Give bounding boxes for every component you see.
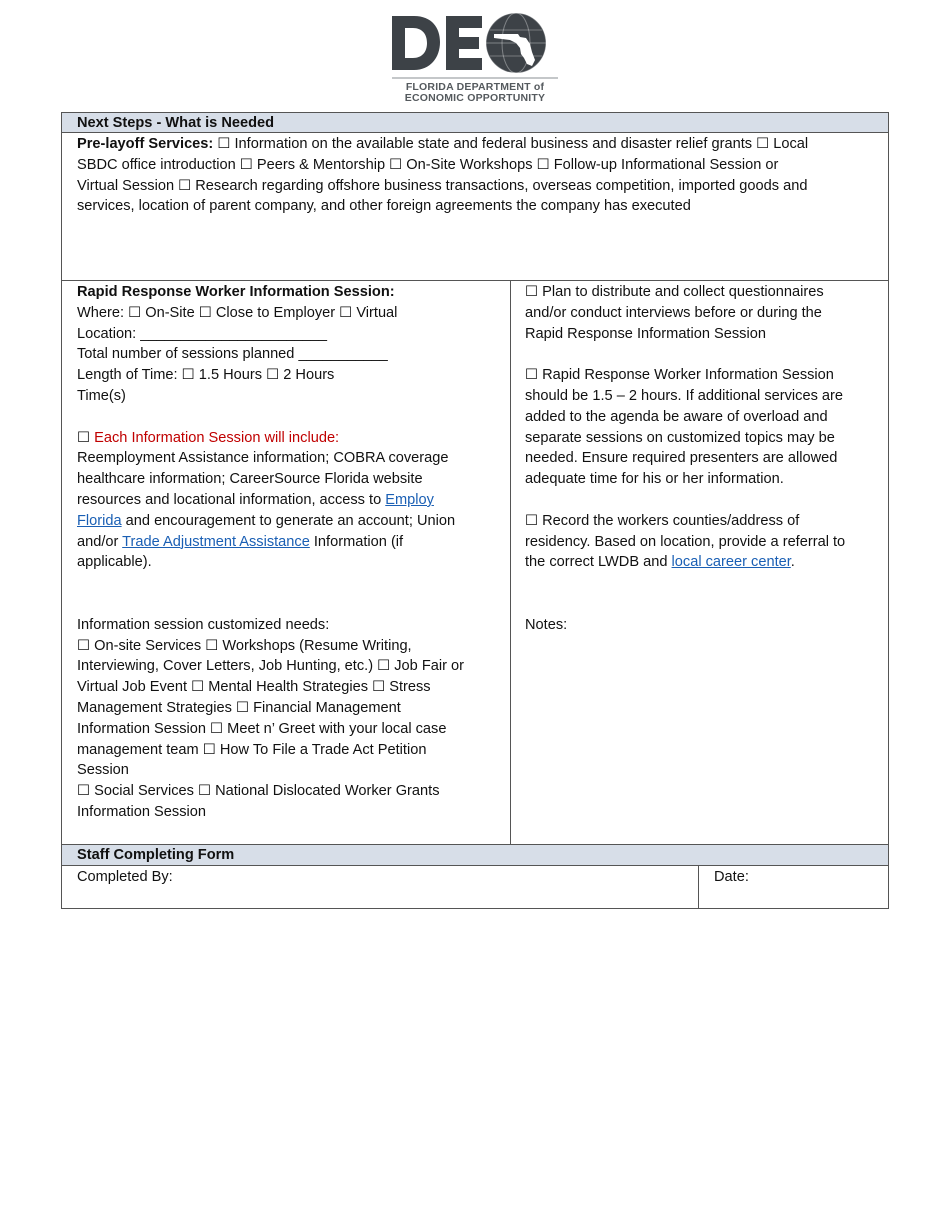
custom-needs-line-4[interactable]: Management Strategies ☐ Financial Management [77, 699, 401, 716]
staff-header: Staff Completing Form [61, 845, 889, 866]
plan-checkbox-line[interactable]: ☐ Plan to distribute and collect questionnaires [525, 284, 824, 300]
include-text-6: applicable). [77, 554, 152, 571]
pre-layoff-label: Pre-layoff Services: [77, 136, 214, 152]
plan-text-3: Rapid Response Information Session [525, 325, 766, 342]
custom-needs-line-7: Session [77, 762, 129, 779]
duration-text-4: separate sessions on customized topics may be [525, 429, 835, 446]
custom-needs-line-2[interactable]: Interviewing, Cover Letters, Job Hunting, etc.) ☐ Job Fair or [77, 658, 465, 675]
include-checkbox-line[interactable] [77, 428, 496, 449]
plan-text-2: and/or conduct interviews before or during the [525, 304, 822, 321]
length-of-time-options[interactable]: Length of Time: ☐ 1.5 Hours ☐ 2 Hours [77, 367, 335, 384]
completed-by-field[interactable]: Completed By: [62, 866, 699, 908]
location-field[interactable]: Location: _______________________ [77, 325, 327, 342]
duration-text-2: should be 1.5 – 2 hours. If additional services are [525, 387, 844, 404]
next-steps-header: Next Steps - What is Needed [61, 112, 889, 133]
custom-needs-line-8[interactable]: ☐ Social Services ☐ National Dislocated Worker Grants [77, 783, 440, 800]
logo-line-1: FLORIDA DEPARTMENT of [405, 81, 545, 93]
deo-logo-mark [390, 8, 560, 82]
include-label: Each Information Session will include: [94, 429, 340, 446]
info-session-grid [61, 281, 889, 845]
sessions-planned-field[interactable]: Total number of sessions planned ___________ [77, 346, 388, 363]
notes-label[interactable]: Notes: [525, 616, 568, 633]
local-career-center-link[interactable]: local career center [671, 554, 791, 571]
where-options[interactable]: Where: ☐ On-Site ☐ Close to Employer ☐ Virtual [77, 304, 398, 321]
pre-layoff-line-1 [77, 134, 873, 155]
trade-adjustment-assistance-link[interactable]: Trade Adjustment Assistance [122, 533, 310, 550]
deo-logo [390, 8, 560, 108]
pre-layoff-line-4[interactable]: services, location of parent company, and other foreign agreements the company has executed [77, 198, 691, 215]
duration-text-5: needed. Ensure required presenters are allowed [525, 450, 838, 467]
include-text-1: Reemployment Assistance information; COBRA coverage [77, 450, 449, 467]
staff-row [61, 866, 889, 909]
custom-needs-line-9: Information Session [77, 803, 206, 820]
duration-text-6: adequate time for his or her information. [525, 471, 784, 488]
info-session-left-column [62, 281, 511, 844]
logo-line-2: ECONOMIC OPPORTUNITY [404, 92, 546, 104]
rapid-response-form [61, 112, 889, 909]
employ-florida-link-1[interactable]: Employ [385, 491, 434, 508]
include-text-3: resources and locational information, access to Employ [77, 491, 434, 508]
pre-layoff-text-1[interactable]: ☐ Information on the available state and federal business and disaster relief grants ☐ Local [213, 136, 809, 152]
record-text-2: residency. Based on location, provide a referral to [525, 533, 846, 550]
pre-layoff-section [61, 133, 889, 281]
custom-needs-line-1[interactable]: ☐ On-site Services ☐ Workshops (Resume Writing, [77, 637, 412, 654]
record-checkbox-line[interactable]: ☐ Record the workers counties/address of [525, 512, 800, 529]
custom-needs-title: Information session customized needs: [77, 616, 330, 633]
custom-needs-line-6[interactable]: management team ☐ How To File a Trade Act Petition [77, 741, 427, 758]
times-field[interactable]: Time(s) [77, 387, 126, 404]
info-session-right-column [511, 281, 888, 844]
date-field[interactable]: Date: [714, 869, 749, 885]
duration-text-3: added to the agenda be aware of overload and [525, 408, 828, 425]
include-text-2: healthcare information; CareerSource Florida website [77, 471, 423, 488]
include-text-5: and/or Trade Adjustment Assistance Information (if [77, 533, 404, 550]
employ-florida-link-2[interactable]: Florida [77, 512, 122, 529]
duration-checkbox-line[interactable]: ☐ Rapid Response Worker Information Session [525, 367, 834, 384]
include-checkbox[interactable]: ☐ [77, 429, 95, 446]
info-session-title: Rapid Response Worker Information Session: [77, 284, 395, 300]
record-text-3: the correct LWDB and local career center. [525, 554, 795, 571]
custom-needs-line-3[interactable]: Virtual Job Event ☐ Mental Health Strategies ☐ Stress [77, 679, 431, 696]
include-text-4: Florida and encouragement to generate an account; Union [77, 512, 456, 529]
custom-needs-line-5[interactable]: Information Session ☐ Meet n’ Greet with your local case [77, 720, 447, 737]
pre-layoff-line-3[interactable]: Virtual Session ☐ Research regarding offshore business transactions, overseas competition, imported goods and [77, 177, 808, 194]
pre-layoff-line-2[interactable]: SBDC office introduction ☐ Peers & Mentorship ☐ On-Site Workshops ☐ Follow-up Informational Session or [77, 156, 779, 173]
